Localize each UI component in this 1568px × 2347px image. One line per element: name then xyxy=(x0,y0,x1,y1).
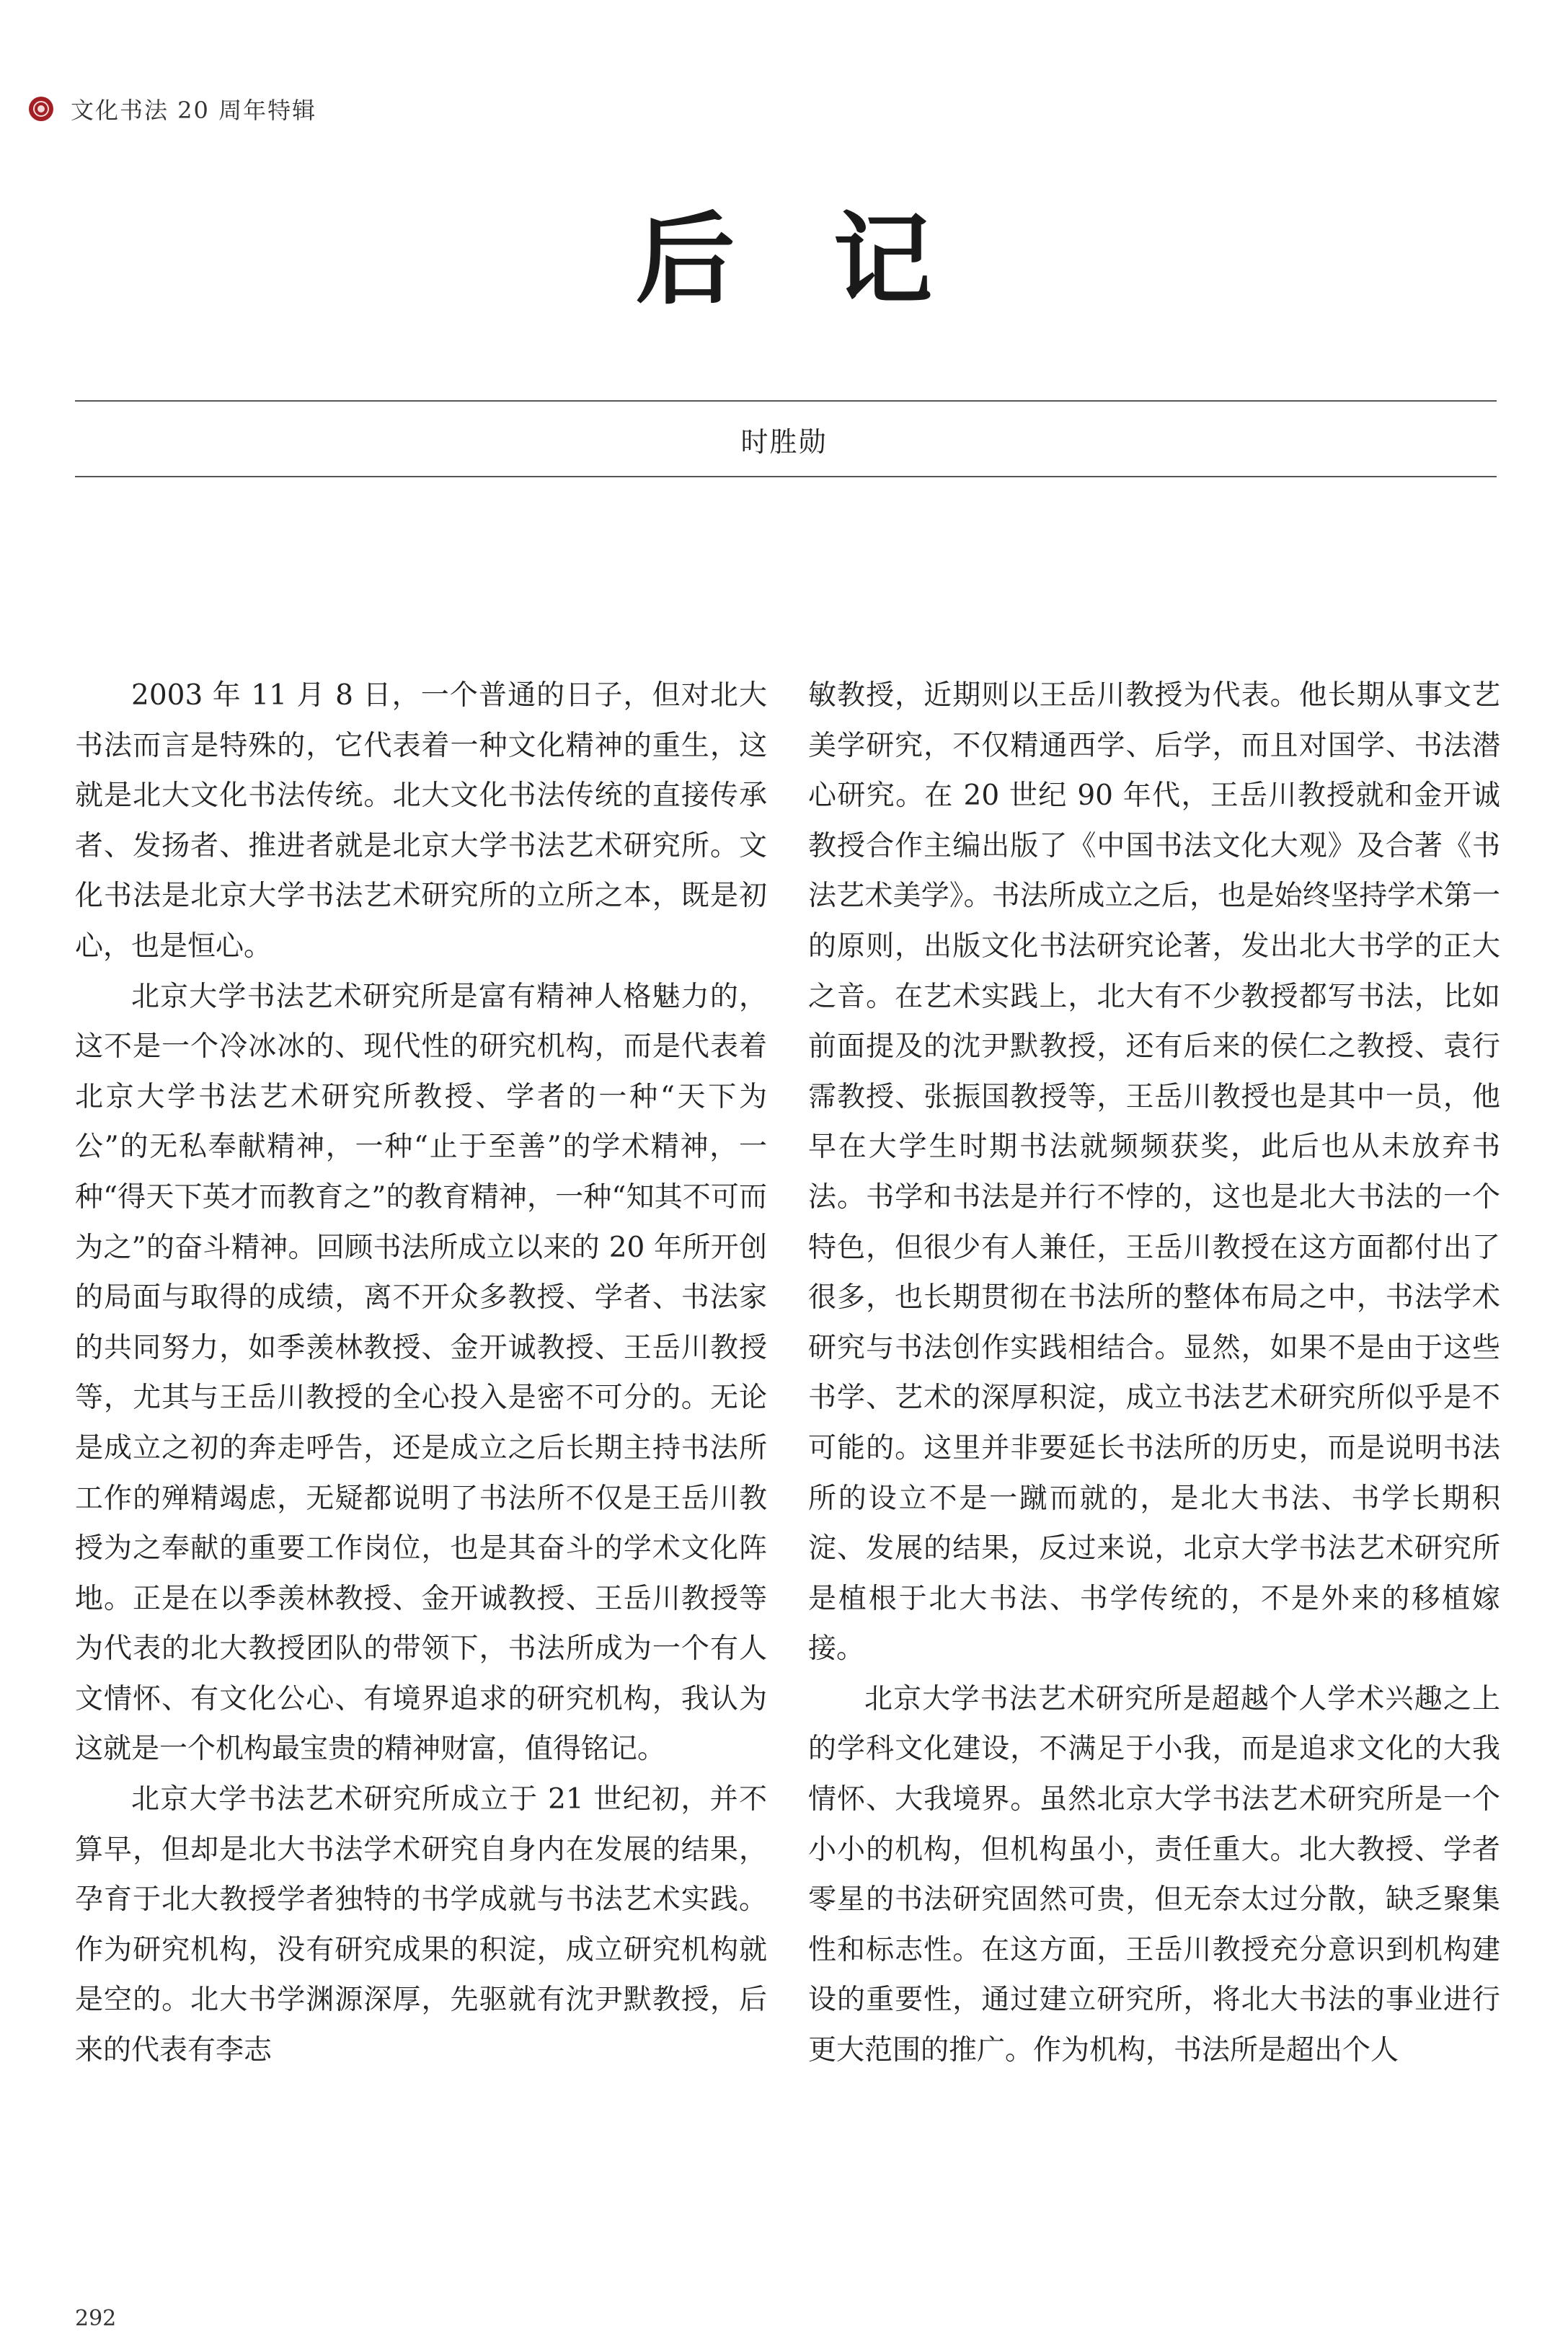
header-text: 文化书法 20 周年特辑 xyxy=(71,97,317,124)
title-char-1: 后 xyxy=(635,200,735,318)
divider-bottom xyxy=(75,476,1497,477)
running-header xyxy=(29,92,316,125)
page-title xyxy=(0,180,1568,323)
paragraph: 北京大学书法艺术研究所成立于 21 世纪初，并不算早，但却是北大书法学术研究自身内在发展的结果，孕育于北大教授学者独特的书学成就与书法艺术实践。作为研究机构，没有研究成果的积淀，成立研究机构就是空的。北大书学渊源深厚，先驱就有沈尹默教授，后来的代表有李志 xyxy=(75,1783,767,2067)
page-number: 292 xyxy=(75,2306,117,2331)
paragraph: 北京大学书法艺术研究所是富有精神人格魅力的，这不是一个冷冰冰的、现代性的研究机构，而是代表着北京大学书法艺术研究所教授、学者的一种“天下为公”的无私奉献精神，一种“止于至善”的学术精神，一种“得天下英才而教育之”的教育精神，一种“知其不可而为之”的奋斗精神。回顾书法所成立以来的 20 年所开创的局面与取得的成绩，离不开众多教授、学者、书法家的共同努力，如季羡林教授、金开诚教授、王岳川教授等，尤其与王岳川教授的全心投入是密不可分的。无论是成立之初的奔走呼告，还是成立之后长期主持书法所工作的殚精竭虑，无疑都说明了书法所不仅是王岳川教授为之奉献的重要工作岗位，也是其奋斗的学术文化阵地。正是在以季羡林教授、金开诚教授、王岳川教授等为代表的北大教授团队的带领下，书法所成为一个有人文情怀、有文化公心、有境界追求的研究机构，我认为这就是一个机构最宝贵的精神财富，值得铭记。 xyxy=(75,980,767,1766)
paragraph-continued: 敏教授，近期则以王岳川教授为代表。他长期从事文艺美学研究，不仅精通西学、后学，而且对国学、书法潜心研究。在 20 世纪 90 年代，王岳川教授就和金开诚教授合作主编出版了《中国书法文化大观》及合著《书法艺术美学》。书法所成立之后，也是始终坚持学术第一的原则，出版文化书法研究论著，发出北大书学的正大之音。在艺术实践上，北大有不少教授都写书法，比如前面提及的沈尹默教授，还有后来的侯仁之教授、袁行霈教授、张振国教授等，王岳川教授也是其中一员，他早在大学生时期书法就频频获奖，此后也从未放弃书法。书学和书法是并行不悖的，这也是北大书法的一个特色，但很少有人兼任，王岳川教授在这方面都付出了很多，也长期贯彻在书法所的整体布局之中，书法学术研究与书法创作实践相结合。显然，如果不是由于这些书学、艺术的深厚积淀，成立书法艺术研究所似乎是不可能的。这里并非要延长书法所的历史，而是说明书法所的设立不是一蹴而就的，是北大书法、书学长期积淀、发展的结果，反过来说，北京大学书法艺术研究所是植根于北大书法、书学传统的，不是外来的移植嫁接。 xyxy=(808,679,1500,1666)
paragraph: 北京大学书法艺术研究所是超越个人学术兴趣之上的学科文化建设，不满足于小我，而是追求文化的大我情怀、大我境界。虽然北京大学书法艺术研究所是一个小小的机构，但机构虽小，责任重大。北大教授、学者零星的书法研究固然可贵，但无奈太过分散，缺乏聚集性和标志性。在这方面，王岳川教授充分意识到机构建设的重要性，通过建立研究所，将北大书法的事业进行更大范围的推广。作为机构，书法所是超出个人 xyxy=(808,1682,1500,2067)
paragraph: 2003 年 11 月 8 日，一个普通的日子，但对北大书法而言是特殊的，它代表着一种文化精神的重生，这就是北大文化书法传统。北大文化书法传统的直接传承者、发扬者、推进者就是北京大学书法艺术研究所。文化书法是北京大学书法艺术研究所的立所之本，既是初心，也是恒心。 xyxy=(75,679,767,963)
left-column xyxy=(75,671,767,2076)
title-char-2: 记 xyxy=(833,200,933,318)
right-column xyxy=(808,671,1500,2076)
author-name: 时胜勋 xyxy=(740,426,828,458)
divider-top xyxy=(75,400,1497,402)
university-seal-icon xyxy=(29,97,53,121)
